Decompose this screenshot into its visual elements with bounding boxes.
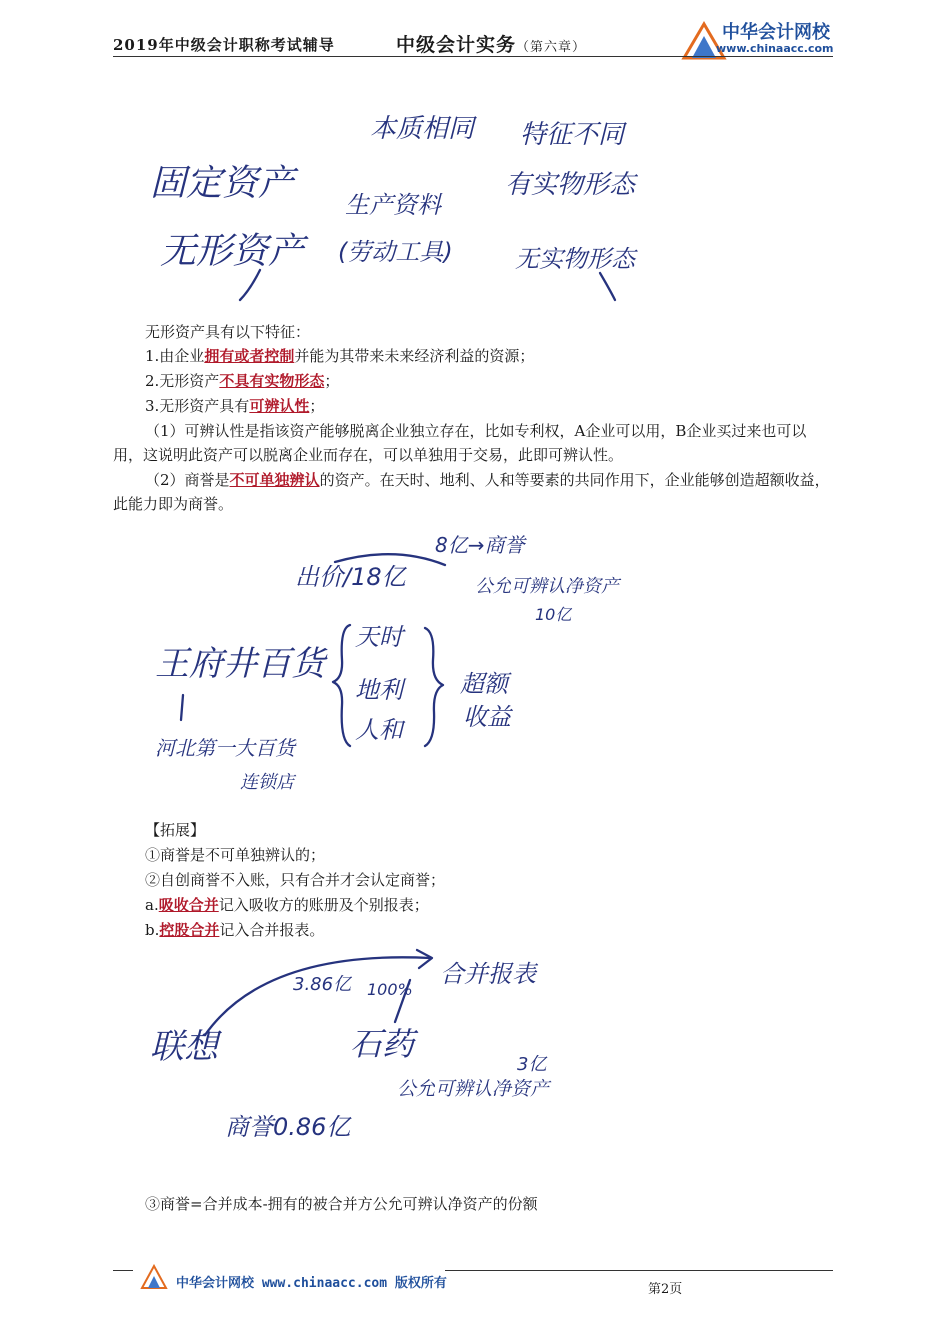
item3-emphasis: 可辨认性 (249, 397, 310, 415)
hw-row1-left: 固定资产 (150, 163, 295, 204)
hw-below-1: 河北第一大百货 (155, 736, 295, 760)
feature-item-3 (145, 394, 845, 418)
paragraph-goodwill (113, 468, 835, 516)
hw-goodwill-amount: 商誉0.86亿 (225, 1113, 351, 1141)
para2-post: 的资产。在天时、地利、人和等要素的共同作用下，企业能够创造超额收益，此能力即为商誉。 (113, 471, 830, 513)
footer-divider-left (113, 1270, 133, 1271)
header-book-title (396, 30, 586, 57)
handwriting-merger-example (145, 940, 595, 1180)
logo-url: www.chinaacc.com (716, 42, 834, 55)
paragraph-identifiability: （1）可辨认性是指该资产能够脱离企业独立存在，比如专利权，A企业可以用，B企业买过来也可以用，这说明此资产可以脱离企业而存在，可以单独用于交易，此即可辨认性。 (113, 422, 807, 464)
hw-brace-right (425, 628, 443, 746)
hw-factor-2: 地利 (355, 676, 403, 704)
hw-factor-1: 天时 (355, 623, 403, 651)
b-emphasis: 控股合并 (159, 921, 220, 939)
hw-stroke-1 (240, 270, 260, 300)
hw-result-1: 超额 (460, 670, 508, 698)
hw-result-2: 收益 (463, 703, 511, 731)
hw-consolidated-report: 合并报表 (440, 960, 536, 988)
footer-copyright: 中华会计网校 www.chinaacc.com 版权所有 (176, 1276, 447, 1291)
hw-down-line (181, 695, 183, 720)
footer-divider-right (445, 1270, 833, 1271)
handwriting-asset-comparison (140, 95, 680, 310)
hw-goodwill-top: 8亿→商誉 (435, 533, 525, 557)
header-title: 中级会计实务 (396, 34, 517, 56)
hw-row1-right: 有实物形态 (505, 170, 636, 200)
hw-below-2: 连锁店 (240, 772, 294, 793)
hw-brace-left (333, 625, 350, 746)
feature-item-2 (145, 369, 845, 393)
expand-item-a (145, 893, 429, 917)
hw-row1-mid: 生产资料 (345, 191, 441, 219)
expand-item-1: ①商誉是不可单独辨认的； (145, 846, 326, 864)
hw-fair-value-amount: 10亿 (535, 605, 572, 624)
hw-target: 石药 (350, 1025, 415, 1063)
hw-target-fv: 公允可辨认净资产 (397, 1078, 550, 1100)
para2-pre: （2）商誉是 (145, 471, 230, 489)
item1-emphasis: 拥有或者控制 (204, 347, 295, 365)
hw-target-fv-amount: 3亿 (517, 1054, 547, 1075)
handwriting-goodwill-example (145, 520, 625, 810)
hw-factor-3: 人和 (355, 716, 403, 744)
item2-pre: 2.无形资产 (145, 372, 220, 390)
para2-emphasis: 不可单独辨认 (229, 471, 320, 489)
logo-name: 中华会计网校 (722, 22, 830, 43)
b-pre: b. (145, 921, 160, 939)
item1-pre: 1.由企业 (145, 347, 205, 365)
intro-text: 无形资产具有以下特征： (145, 323, 311, 341)
header-left-title: 2019年中级会计职称考试辅导 (113, 36, 335, 54)
header-chapter: （第六章） (516, 40, 587, 55)
a-post: 记入吸收方的账册及个别报表； (218, 896, 429, 914)
feature-item-1 (145, 344, 845, 368)
expand-title: 【拓展】 (145, 821, 206, 839)
hw-top-right: 特征不同 (520, 120, 625, 150)
hw-top-left: 本质相同 (370, 114, 475, 144)
item1-post: 并能为其带来未来经济利益的资源； (294, 347, 535, 365)
header-divider (113, 56, 833, 57)
goodwill-formula: ③商誉=合并成本-拥有的被合并方公允可辨认净资产的份额 (145, 1195, 538, 1213)
item3-pre: 3.无形资产具有 (145, 397, 250, 415)
hw-stroke-2 (600, 273, 615, 300)
expand-item-2: ②自创商誉不入账，只有合并才会认定商誉； (145, 871, 446, 889)
hw-buyer: 联想 (150, 1027, 218, 1067)
hw-merger-arrowhead (417, 950, 432, 968)
item3-post: ； (309, 397, 325, 415)
a-pre: a. (145, 896, 159, 914)
footer-logo-icon (140, 1264, 170, 1290)
hw-merger-price: 3.86亿 (293, 974, 352, 995)
b-post: 记入合并报表。 (219, 921, 325, 939)
hw-fair-value: 公允可辨认净资产 (475, 576, 619, 597)
expand-item-b (145, 918, 324, 942)
a-emphasis: 吸收合并 (158, 896, 219, 914)
item2-emphasis: 不具有实物形态 (219, 372, 325, 390)
hw-row2-right: 无实物形态 (515, 245, 635, 273)
hw-price: 出价/18亿 (295, 563, 406, 591)
footer-page-number: 第2页 (648, 1282, 683, 1297)
item2-post: ； (324, 372, 340, 390)
hw-merger-percent: 100% (367, 980, 413, 999)
hw-company: 王府井百货 (155, 644, 325, 684)
hw-row2-left: 无形资产 (160, 231, 305, 272)
hw-row2-mid: (劳动工具) (338, 238, 453, 266)
